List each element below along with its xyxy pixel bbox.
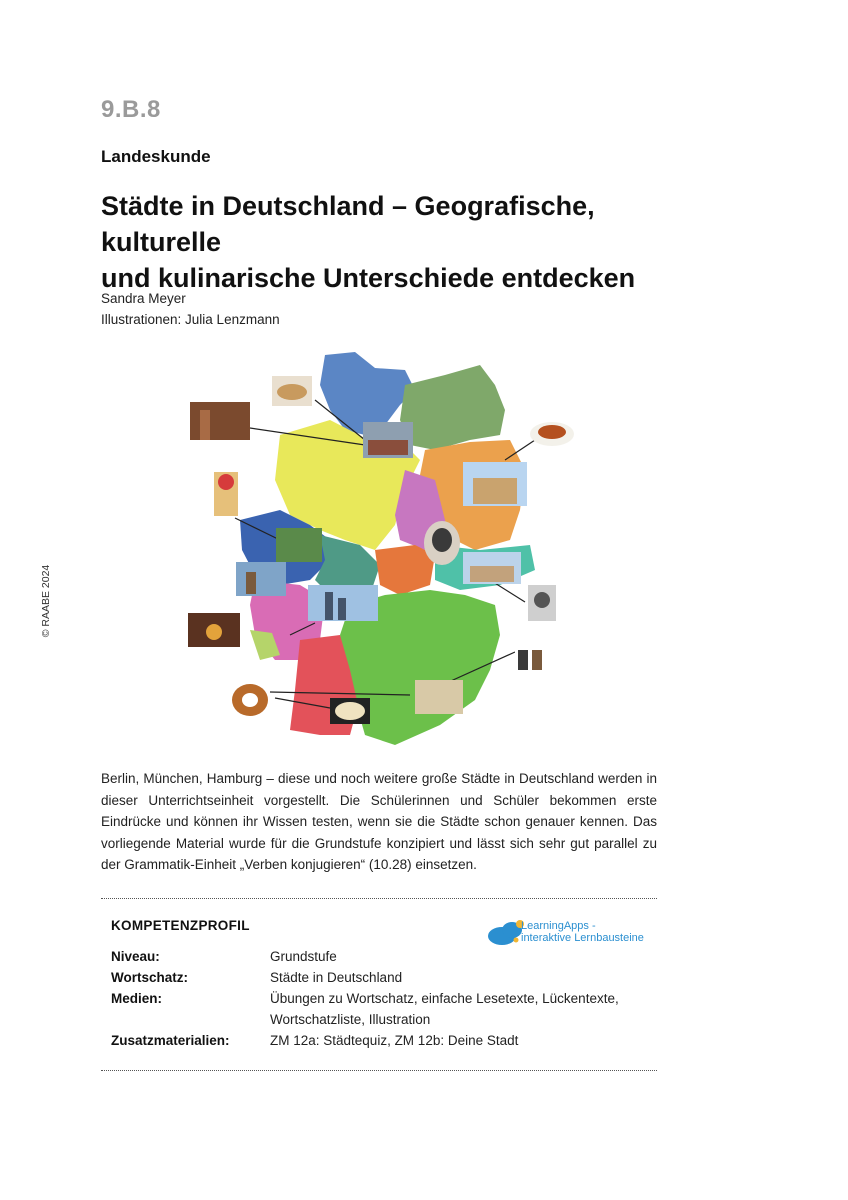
- learningapps-line-1: LearningApps -: [521, 920, 596, 932]
- title-line-1: Städte in Deutschland – Geografische, kulturelle: [101, 191, 595, 257]
- copyright-text: © RAABE 2024: [40, 564, 52, 638]
- author-name: Sandra Meyer: [101, 291, 186, 306]
- profile-label: Wortschatz:: [111, 970, 189, 985]
- photo-warehouse-district: [190, 402, 250, 440]
- credits: [101, 288, 280, 330]
- profile-label: Medien:: [111, 991, 163, 1006]
- intro-paragraph: Berlin, München, Hamburg – diese und noch weitere große Städte in Deutschland werden in dieser Unterrichtseinheit vorgestellt. Die Schülerinnen und Schüler bekommen erste Eindrücke und können ihr Wissen testen, wenn sie die Städte schon genauer kennen. Das vorliegende Material wurde für die Grundstufe konzipiert und lässt sich sehr gut parallel zu der Grammatik-Einheit „Verben konjugieren“ (10.28) einsetzen.: [101, 771, 657, 872]
- profile-value: Übungen zu Wortschatz, einfache Lesetexte, Lückentexte, Wortschatzliste, Illustration: [270, 991, 619, 1027]
- page-title: [101, 188, 721, 296]
- subject-label: Landeskunde: [101, 147, 211, 166]
- photo-oktoberfest: [415, 680, 463, 714]
- profile-value: Grundstufe: [270, 949, 337, 964]
- germany-map-illustration: [180, 340, 600, 760]
- divider-bottom: [101, 1070, 657, 1071]
- copyright-note: [36, 560, 56, 650]
- profile-value: Städte in Deutschland: [270, 970, 403, 985]
- competence-profile-title: KOMPETENZPROFIL: [111, 918, 250, 933]
- unit-code: 9.B.8: [101, 96, 161, 123]
- illustrator-credit: Illustrationen: Julia Lenzmann: [101, 312, 280, 327]
- photo-cologne-park: [276, 528, 322, 562]
- profile-label: Niveau:: [111, 949, 160, 964]
- title-line-2: und kulinarische Unterschiede entdecken: [101, 263, 636, 293]
- profile-value: ZM 12a: Städtequiz, ZM 12b: Deine Stadt: [270, 1033, 519, 1048]
- photo-cologne-cathedral: [236, 562, 286, 596]
- learningapps-line-2: interaktive Lernbausteine: [521, 932, 644, 944]
- divider-top: [101, 898, 657, 899]
- learningapps-label: [521, 920, 644, 944]
- profile-label: Zusatzmaterialien:: [111, 1033, 230, 1048]
- state-mecklenburg: [400, 365, 505, 450]
